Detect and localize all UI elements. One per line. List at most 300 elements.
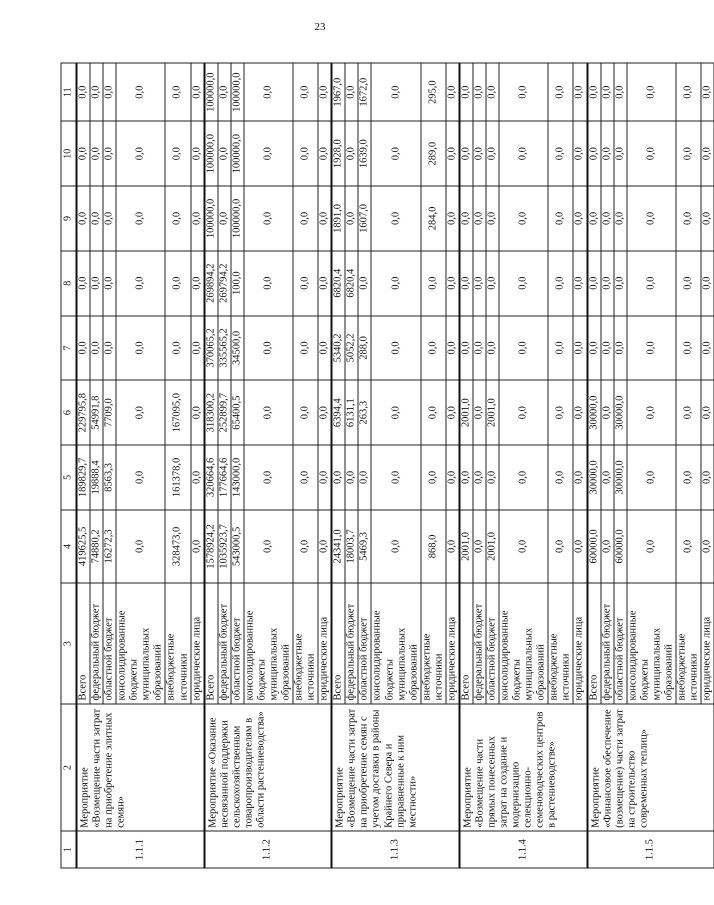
amount-cell: 0,0 [371, 186, 420, 251]
amount-cell: 0,0 [116, 445, 165, 510]
funding-source: внебюджетные источники [548, 583, 573, 704]
funding-source: федеральный бюджет [600, 583, 613, 704]
amount-cell: 269894,2 [204, 250, 218, 315]
funding-source: внебюджетные источники [293, 583, 318, 704]
amount-cell: 0,0 [217, 63, 230, 121]
amount-cell: 0,0 [701, 445, 714, 510]
amount-cell: 0,0 [293, 250, 318, 315]
amount-cell: 0,0 [103, 315, 116, 380]
amount-cell: 0,0 [701, 315, 714, 380]
amount-cell: 0,0 [472, 250, 485, 315]
funding-source: консолидированные бюджеты муниципальных образований [499, 583, 548, 704]
amount-cell: 0,0 [243, 509, 292, 582]
column-header-8: 8 [61, 250, 77, 315]
amount-cell: 0,0 [358, 445, 371, 510]
column-header-5: 5 [61, 445, 77, 510]
amount-cell: 0,0 [345, 121, 358, 186]
funding-source: федеральный бюджет [90, 583, 103, 704]
column-number-header-row [61, 63, 77, 868]
amount-cell: 0,0 [445, 509, 459, 582]
amount-cell: 8563,3 [103, 445, 116, 510]
activity-code: 1.1.5 [587, 831, 714, 868]
amount-cell: 24341,0 [331, 509, 345, 582]
funding-source: областной бюджет [230, 583, 243, 704]
amount-cell: 0,0 [243, 186, 292, 251]
amount-cell: 0,0 [587, 315, 601, 380]
amount-cell: 0,0 [472, 509, 485, 582]
amount-cell: 0,0 [600, 509, 613, 582]
amount-cell: 0,0 [217, 121, 230, 186]
amount-cell: 7709,0 [103, 380, 116, 445]
amount-cell: 2001,0 [459, 380, 473, 445]
amount-cell: 0,0 [675, 250, 700, 315]
activity-name: Мероприятие «Возмещение части затрат на приобретение элитных семян» [76, 703, 204, 830]
table-row [587, 63, 601, 868]
amount-cell: 0,0 [573, 121, 587, 186]
amount-cell: 177664,6 [217, 445, 230, 510]
amount-cell: 0,0 [318, 380, 332, 445]
amount-cell: 0,0 [548, 380, 573, 445]
funding-source: Всего [459, 583, 473, 704]
activity-code: 1.1.4 [459, 831, 587, 868]
amount-cell: 269794,2 [217, 250, 230, 315]
amount-cell: 0,0 [587, 186, 601, 251]
amount-cell: 0,0 [76, 63, 90, 121]
amount-cell: 19888,4 [90, 445, 103, 510]
amount-cell: 0,0 [76, 315, 90, 380]
funding-source: областной бюджет [486, 583, 499, 704]
amount-cell: 0,0 [293, 121, 318, 186]
amount-cell: 1967,0 [331, 63, 345, 121]
amount-cell: 0,0 [90, 186, 103, 251]
funding-source: юридические лица [190, 583, 204, 704]
amount-cell: 0,0 [486, 63, 499, 121]
column-header-7: 7 [61, 315, 77, 380]
funding-source: внебюджетные источники [420, 583, 445, 704]
amount-cell: 0,0 [472, 315, 485, 380]
amount-cell: 0,0 [293, 509, 318, 582]
amount-cell: 0,0 [243, 63, 292, 121]
amount-cell: 0,0 [626, 186, 675, 251]
amount-cell: 0,0 [472, 63, 485, 121]
amount-cell: 0,0 [190, 186, 204, 251]
amount-cell: 0,0 [165, 186, 190, 251]
amount-cell: 370065,2 [204, 315, 218, 380]
amount-cell: 0,0 [243, 121, 292, 186]
column-header-10: 10 [61, 121, 77, 186]
activity-name: Мероприятие «Возмещение части затрат на приобретение семян с учетом доставки в районы Крайнего Севера и приравненные к ним местности» [331, 703, 459, 830]
amount-cell: 18003,7 [345, 509, 358, 582]
amount-cell: 0,0 [116, 121, 165, 186]
table-row [204, 63, 218, 868]
amount-cell: 0,0 [459, 445, 473, 510]
amount-cell: 0,0 [472, 380, 485, 445]
amount-cell: 0,0 [345, 186, 358, 251]
funding-source: юридические лица [318, 583, 332, 704]
amount-cell: 0,0 [103, 121, 116, 186]
amount-cell: 0,0 [613, 250, 626, 315]
funding-source: федеральный бюджет [217, 583, 230, 704]
amount-cell: 1607,0 [358, 186, 371, 251]
funding-source: Всего [331, 583, 345, 704]
amount-cell: 0,0 [90, 315, 103, 380]
amount-cell: 0,0 [600, 445, 613, 510]
amount-cell: 0,0 [626, 315, 675, 380]
amount-cell: 0,0 [701, 121, 714, 186]
amount-cell: 0,0 [675, 186, 700, 251]
amount-cell: 0,0 [331, 445, 345, 510]
amount-cell: 161378,0 [165, 445, 190, 510]
amount-cell: 0,0 [548, 315, 573, 380]
amount-cell: 0,0 [548, 509, 573, 582]
amount-cell: 0,0 [675, 121, 700, 186]
amount-cell: 0,0 [103, 186, 116, 251]
funding-source: областной бюджет [613, 583, 626, 704]
amount-cell: 0,0 [445, 380, 459, 445]
amount-cell: 0,0 [116, 380, 165, 445]
amount-cell: 100000,0 [230, 63, 243, 121]
amount-cell: 0,0 [613, 121, 626, 186]
amount-cell: 0,0 [499, 315, 548, 380]
amount-cell: 0,0 [499, 63, 548, 121]
amount-cell: 1035923,7 [217, 509, 230, 582]
amount-cell: 0,0 [459, 121, 473, 186]
funding-source: областной бюджет [103, 583, 116, 704]
amount-cell: 335565,2 [217, 315, 230, 380]
amount-cell: 0,0 [371, 121, 420, 186]
amount-cell: 60000,0 [587, 509, 601, 582]
amount-cell: 100,0 [230, 250, 243, 315]
amount-cell: 868,0 [420, 509, 445, 582]
amount-cell: 0,0 [445, 315, 459, 380]
amount-cell: 2001,0 [459, 509, 473, 582]
amount-cell: 0,0 [675, 315, 700, 380]
amount-cell: 0,0 [573, 509, 587, 582]
amount-cell: 2001,0 [486, 380, 499, 445]
amount-cell: 0,0 [486, 250, 499, 315]
amount-cell: 0,0 [626, 380, 675, 445]
amount-cell: 0,0 [600, 63, 613, 121]
amount-cell: 0,0 [90, 63, 103, 121]
table-row [459, 63, 473, 868]
amount-cell: 0,0 [675, 380, 700, 445]
funding-source: консолидированные бюджеты муниципальных образований [116, 583, 165, 704]
amount-cell: 0,0 [165, 63, 190, 121]
funding-source: внебюджетные источники [165, 583, 190, 704]
amount-cell: 0,0 [701, 63, 714, 121]
column-header-3: 3 [61, 583, 77, 704]
amount-cell: 0,0 [190, 315, 204, 380]
amount-cell: 0,0 [358, 250, 371, 315]
amount-cell: 0,0 [626, 445, 675, 510]
amount-cell: 100000,0 [230, 121, 243, 186]
activity-name: Мероприятие «Возмещение части прямых понесенных затрат на создание и модернизацию селекционно-семеноводческих центров в растениеводстве» [459, 703, 587, 830]
amount-cell: 0,0 [293, 63, 318, 121]
amount-cell: 0,0 [573, 445, 587, 510]
amount-cell: 2001,0 [486, 509, 499, 582]
amount-cell: 6820,4 [345, 250, 358, 315]
amount-cell: 6131,1 [345, 380, 358, 445]
amount-cell: 0,0 [701, 509, 714, 582]
amount-cell: 0,0 [318, 186, 332, 251]
amount-cell: 0,0 [701, 380, 714, 445]
column-header-6: 6 [61, 380, 77, 445]
amount-cell: 0,0 [345, 63, 358, 121]
amount-cell: 0,0 [472, 186, 485, 251]
amount-cell: 320664,6 [204, 445, 218, 510]
amount-cell: 34500,0 [230, 315, 243, 380]
funding-source: внебюджетные источники [675, 583, 700, 704]
amount-cell: 0,0 [165, 315, 190, 380]
funding-source: юридические лица [573, 583, 587, 704]
amount-cell: 65400,5 [230, 380, 243, 445]
amount-cell: 0,0 [103, 250, 116, 315]
amount-cell: 0,0 [459, 250, 473, 315]
amount-cell: 0,0 [459, 315, 473, 380]
amount-cell: 0,0 [459, 186, 473, 251]
amount-cell: 5469,3 [358, 509, 371, 582]
amount-cell: 229795,8 [76, 380, 90, 445]
amount-cell: 0,0 [499, 121, 548, 186]
amount-cell: 0,0 [701, 186, 714, 251]
amount-cell: 0,0 [190, 509, 204, 582]
amount-cell: 0,0 [190, 445, 204, 510]
activity-code: 1.1.3 [331, 831, 459, 868]
amount-cell: 0,0 [548, 186, 573, 251]
amount-cell: 0,0 [548, 121, 573, 186]
amount-cell: 30000,0 [613, 380, 626, 445]
amount-cell: 189829,7 [76, 445, 90, 510]
amount-cell: 0,0 [573, 315, 587, 380]
amount-cell: 0,0 [293, 445, 318, 510]
funding-source: юридические лица [445, 583, 459, 704]
table-row [76, 63, 90, 868]
amount-cell: 100000,0 [230, 186, 243, 251]
amount-cell: 0,0 [587, 121, 601, 186]
amount-cell: 0,0 [472, 121, 485, 186]
amount-cell: 0,0 [371, 63, 420, 121]
amount-cell: 0,0 [116, 250, 165, 315]
amount-cell: 0,0 [293, 380, 318, 445]
amount-cell: 0,0 [371, 445, 420, 510]
amount-cell: 0,0 [626, 250, 675, 315]
funding-source: юридические лица [701, 583, 714, 704]
amount-cell: 543000,5 [230, 509, 243, 582]
amount-cell: 288,0 [358, 315, 371, 380]
funding-source: федеральный бюджет [472, 583, 485, 704]
amount-cell: 54991,8 [90, 380, 103, 445]
activity-name: Мероприятие «Оказание несвязанной поддержки сельскохозяйственным товаропроизводителям в области растениеводства» [204, 703, 332, 830]
amount-cell: 0,0 [371, 315, 420, 380]
amount-cell: 0,0 [371, 509, 420, 582]
funding-source: Всего [204, 583, 218, 704]
amount-cell: 0,0 [613, 186, 626, 251]
amount-cell: 0,0 [548, 445, 573, 510]
amount-cell: 0,0 [371, 250, 420, 315]
amount-cell: 167095,0 [165, 380, 190, 445]
amount-cell: 0,0 [318, 250, 332, 315]
amount-cell: 0,0 [626, 63, 675, 121]
column-header-11: 11 [61, 63, 77, 121]
amount-cell: 0,0 [486, 445, 499, 510]
funding-source: Всего [76, 583, 90, 704]
amount-cell: 0,0 [445, 250, 459, 315]
amount-cell: 0,0 [613, 63, 626, 121]
funding-source: Всего [587, 583, 601, 704]
amount-cell: 0,0 [76, 250, 90, 315]
amount-cell: 0,0 [675, 445, 700, 510]
activity-code: 1.1.2 [204, 831, 332, 868]
amount-cell: 0,0 [600, 250, 613, 315]
amount-cell: 60000,0 [613, 509, 626, 582]
amount-cell: 0,0 [573, 186, 587, 251]
amount-cell: 0,0 [587, 63, 601, 121]
amount-cell: 1639,0 [358, 121, 371, 186]
amount-cell: 0,0 [573, 63, 587, 121]
budget-table [60, 62, 714, 868]
amount-cell: 0,0 [243, 250, 292, 315]
amount-cell: 16272,3 [103, 509, 116, 582]
amount-cell: 30000,0 [587, 445, 601, 510]
amount-cell: 0,0 [420, 380, 445, 445]
amount-cell: 0,0 [420, 250, 445, 315]
amount-cell: 0,0 [116, 63, 165, 121]
amount-cell: 0,0 [626, 509, 675, 582]
amount-cell: 0,0 [318, 121, 332, 186]
amount-cell: 0,0 [459, 63, 473, 121]
amount-cell: 0,0 [371, 380, 420, 445]
amount-cell: 0,0 [499, 250, 548, 315]
column-header-2: 2 [61, 703, 77, 830]
funding-source: консолидированные бюджеты муниципальных образований [626, 583, 675, 704]
column-header-9: 9 [61, 186, 77, 251]
amount-cell: 0,0 [116, 509, 165, 582]
amount-cell: 30000,0 [587, 380, 601, 445]
amount-cell: 0,0 [318, 315, 332, 380]
amount-cell: 0,0 [190, 380, 204, 445]
funding-source: консолидированные бюджеты муниципальных образований [243, 583, 292, 704]
amount-cell: 0,0 [90, 250, 103, 315]
amount-cell: 5052,2 [345, 315, 358, 380]
amount-cell: 0,0 [293, 186, 318, 251]
amount-cell: 0,0 [613, 315, 626, 380]
amount-cell: 143000,0 [230, 445, 243, 510]
amount-cell: 0,0 [600, 315, 613, 380]
amount-cell: 0,0 [472, 445, 485, 510]
amount-cell: 295,0 [420, 63, 445, 121]
amount-cell: 0,0 [445, 445, 459, 510]
amount-cell: 0,0 [548, 63, 573, 121]
amount-cell: 0,0 [486, 315, 499, 380]
amount-cell: 252899,7 [217, 380, 230, 445]
amount-cell: 0,0 [675, 63, 700, 121]
amount-cell: 0,0 [499, 380, 548, 445]
amount-cell: 6394,4 [331, 380, 345, 445]
funding-source: областной бюджет [358, 583, 371, 704]
amount-cell: 0,0 [420, 315, 445, 380]
amount-cell: 0,0 [217, 186, 230, 251]
amount-cell: 0,0 [293, 315, 318, 380]
amount-cell: 30000,0 [613, 445, 626, 510]
column-header-1: 1 [61, 831, 77, 868]
amount-cell: 100000,0 [204, 121, 218, 186]
column-header-4: 4 [61, 509, 77, 582]
page-number: 23 [314, 21, 326, 33]
amount-cell: 6820,4 [331, 250, 345, 315]
amount-cell: 0,0 [445, 186, 459, 251]
amount-cell: 74880,2 [90, 509, 103, 582]
amount-cell: 284,0 [420, 186, 445, 251]
amount-cell: 1672,0 [358, 63, 371, 121]
amount-cell: 0,0 [499, 509, 548, 582]
amount-cell: 0,0 [243, 315, 292, 380]
amount-cell: 0,0 [626, 121, 675, 186]
amount-cell: 0,0 [116, 315, 165, 380]
amount-cell: 0,0 [600, 380, 613, 445]
amount-cell: 0,0 [76, 121, 90, 186]
amount-cell: 0,0 [499, 445, 548, 510]
amount-cell: 0,0 [420, 445, 445, 510]
amount-cell: 0,0 [243, 445, 292, 510]
amount-cell: 0,0 [573, 250, 587, 315]
table-row [331, 63, 345, 868]
amount-cell: 0,0 [600, 186, 613, 251]
budget-table-body [76, 63, 714, 868]
amount-cell: 1928,0 [331, 121, 345, 186]
amount-cell: 0,0 [190, 63, 204, 121]
amount-cell: 5340,2 [331, 315, 345, 380]
amount-cell: 0,0 [486, 186, 499, 251]
amount-cell: 0,0 [318, 63, 332, 121]
amount-cell: 0,0 [90, 121, 103, 186]
amount-cell: 100000,0 [204, 63, 218, 121]
amount-cell: 0,0 [573, 380, 587, 445]
amount-cell: 0,0 [116, 186, 165, 251]
amount-cell: 0,0 [103, 63, 116, 121]
amount-cell: 1891,0 [331, 186, 345, 251]
amount-cell: 0,0 [548, 250, 573, 315]
amount-cell: 0,0 [165, 250, 190, 315]
activity-code: 1.1.1 [76, 831, 204, 868]
funding-source: консолидированные бюджеты муниципальных образований [371, 583, 420, 704]
amount-cell: 0,0 [190, 121, 204, 186]
amount-cell: 0,0 [190, 250, 204, 315]
rotated-budget-table-sheet [60, 62, 713, 868]
amount-cell: 0,0 [499, 186, 548, 251]
amount-cell: 1578924,2 [204, 509, 218, 582]
amount-cell: 0,0 [486, 121, 499, 186]
amount-cell: 100000,0 [204, 186, 218, 251]
amount-cell: 0,0 [165, 121, 190, 186]
funding-source: федеральный бюджет [345, 583, 358, 704]
amount-cell: 263,3 [358, 380, 371, 445]
amount-cell: 318300,2 [204, 380, 218, 445]
amount-cell: 0,0 [445, 121, 459, 186]
activity-name: Мероприятие «Финансовое обеспечение (возмещение) части затрат на строительство современных теплиц» [587, 703, 714, 830]
amount-cell: 0,0 [318, 509, 332, 582]
amount-cell: 0,0 [675, 509, 700, 582]
amount-cell: 0,0 [701, 250, 714, 315]
amount-cell: 0,0 [345, 445, 358, 510]
amount-cell: 0,0 [600, 121, 613, 186]
amount-cell: 0,0 [243, 380, 292, 445]
amount-cell: 0,0 [318, 445, 332, 510]
amount-cell: 0,0 [445, 63, 459, 121]
amount-cell: 289,0 [420, 121, 445, 186]
amount-cell: 0,0 [76, 186, 90, 251]
amount-cell: 0,0 [587, 250, 601, 315]
amount-cell: 419625,5 [76, 509, 90, 582]
